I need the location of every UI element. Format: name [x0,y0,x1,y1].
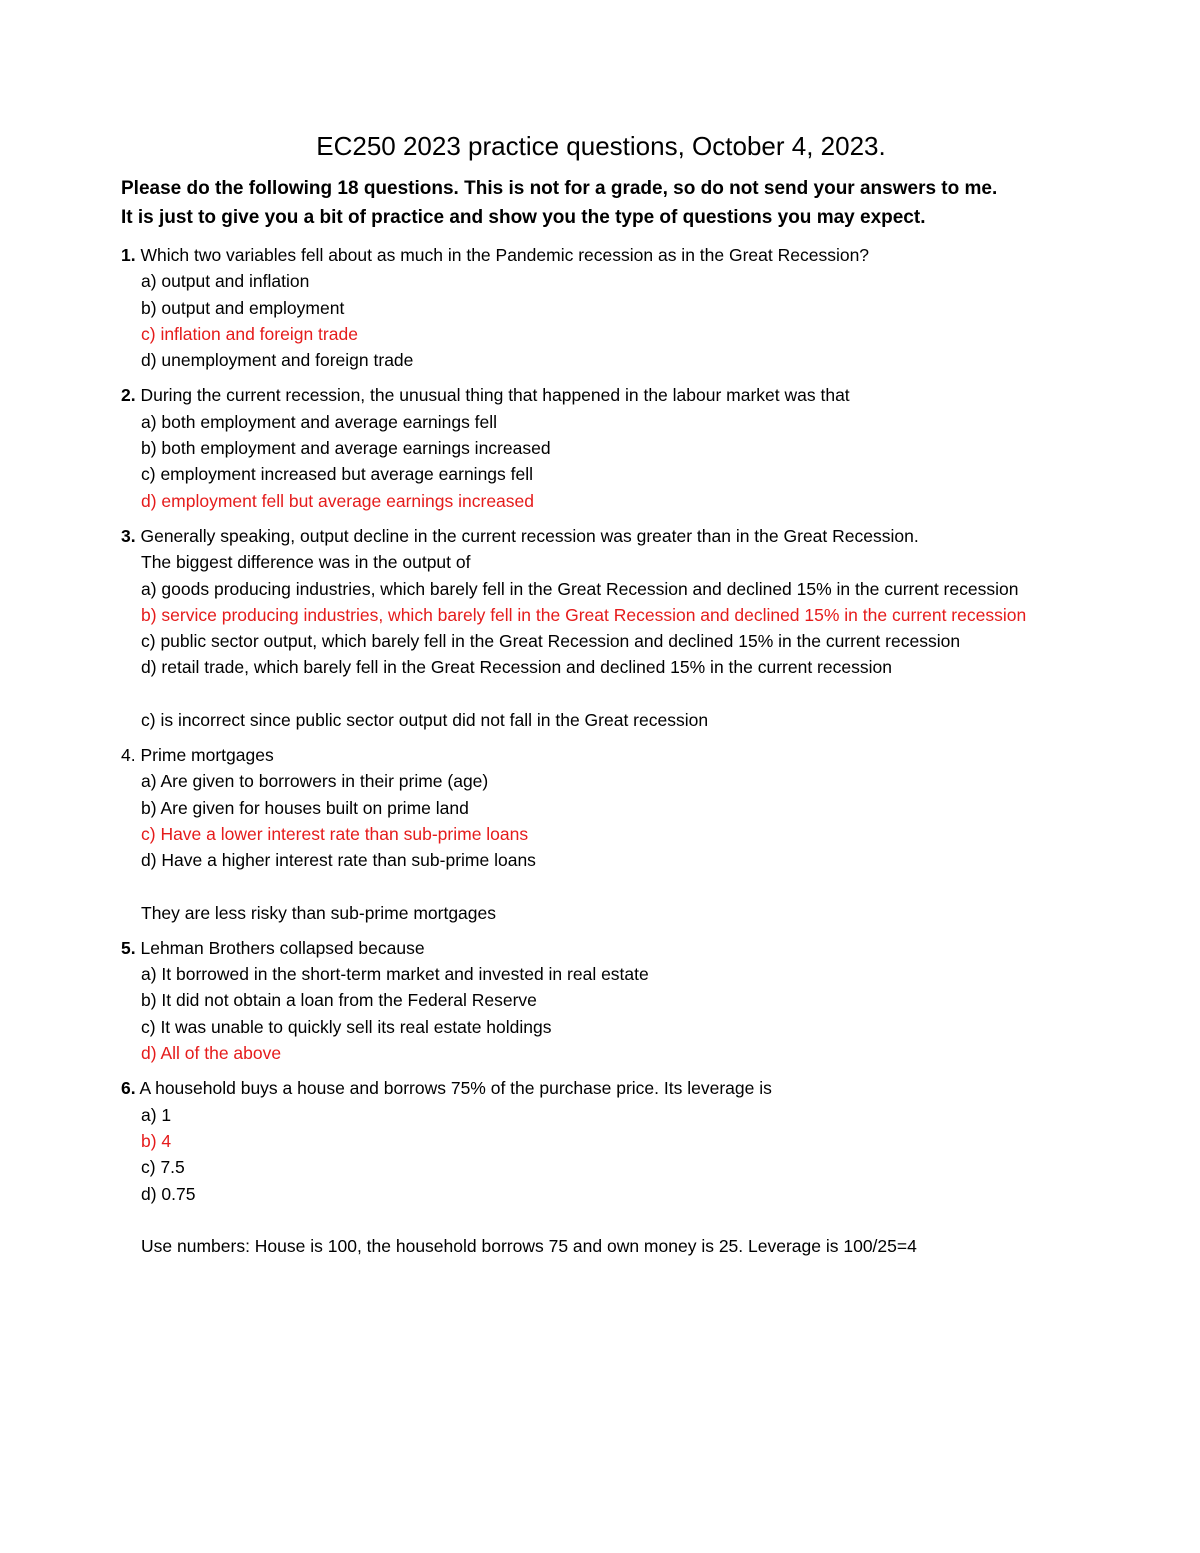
intro-instructions [121,174,1081,232]
explanation-note: They are less risky than sub-prime mortgages [141,902,496,923]
answer-option-c-correct: c) Have a lower interest rate than sub-prime loans [141,823,529,844]
explanation-note: Use numbers: House is 100, the household borrows 75 and own money is 25. Leverage is 100/25=4 [141,1235,917,1256]
answer-option-b-correct: b) 4 [141,1130,172,1151]
answer-option-a: a) both employment and average earnings fell [141,411,498,432]
question-number: 6. [121,1078,136,1099]
answer-option-c: c) 7.5 [141,1157,185,1178]
answer-option-a: a) 1 [141,1104,172,1125]
answer-option-c: c) It was unable to quickly sell its real estate holdings [141,1016,552,1037]
question-number: 1. [121,245,136,265]
answer-option-b: b) output and employment [141,297,345,318]
question-3 [121,523,1081,733]
document-body [121,128,1081,1268]
answer-option-a: a) goods producing industries, which barely fell in the Great Recession and declined 15% in the current recession [141,578,1019,599]
question-5 [121,935,1081,1066]
question-text: A household buys a house and borrows 75% of the purchase price. Its leverage is [139,1078,772,1099]
question-2 [121,382,1081,513]
question-stem [121,523,1081,576]
page-title: EC250 2023 practice questions, October 4, 2023. [316,131,886,161]
answer-option-d-correct: d) employment fell but average earnings increased [141,490,534,511]
question-6 [121,1075,1081,1259]
answer-option-c-correct: c) inflation and foreign trade [141,323,358,344]
answer-option-a: a) It borrowed in the short-term market and invested in real estate [141,964,649,985]
question-number: 2. [121,385,136,406]
question-stem [121,742,1081,768]
answer-option-d: d) Have a higher interest rate than sub-prime loans [141,850,536,871]
question-text: Prime mortgages [140,745,274,766]
question-text-continued: The biggest difference was in the output of [141,552,471,573]
spacer [121,681,1081,707]
intro-line-2: It is just to give you a bit of practice and show you the type of questions you may expect. [121,207,926,228]
answer-option-b-correct: b) service producing industries, which barely fell in the Great Recession and declined 15% in the current recession [141,604,1027,625]
spacer [121,874,1081,900]
spacer [121,1207,1081,1233]
question-number: 5. [121,937,136,958]
answer-option-a: a) output and inflation [141,271,310,292]
question-stem [121,242,1081,268]
intro-line-1: Please do the following 18 questions. This is not for a grade, so do not send your answers to me. [121,178,998,199]
question-1 [121,242,1081,373]
question-number: 3. [121,525,136,546]
question-text: During the current recession, the unusual thing that happened in the labour market was that [140,385,850,406]
answer-option-d-correct: d) All of the above [141,1043,282,1064]
answer-option-d: d) 0.75 [141,1183,196,1204]
answer-option-c: c) employment increased but average earnings fell [141,464,534,485]
answer-option-c: c) public sector output, which barely fell in the Great Recession and declined 15% in the current recession [141,631,961,652]
answer-option-a: a) Are given to borrowers in their prime (age) [141,771,489,792]
explanation-note: c) is incorrect since public sector output did not fall in the Great recession [141,709,709,730]
question-text: Lehman Brothers collapsed because [140,937,425,958]
answer-option-d: d) unemployment and foreign trade [141,350,414,371]
question-stem [121,382,1081,408]
question-stem [121,1075,1081,1101]
answer-option-b: b) It did not obtain a loan from the Federal Reserve [141,990,537,1011]
answer-option-d: d) retail trade, which barely fell in the Great Recession and declined 15% in the current recession [141,657,892,678]
question-text: Which two variables fell about as much in the Pandemic recession as in the Great Recession? [140,245,870,265]
question-4 [121,742,1081,926]
answer-option-b: b) Are given for houses built on prime land [141,797,469,818]
question-text: Generally speaking, output decline in the current recession was greater than in the Great Recession. [140,525,919,546]
answer-option-b: b) both employment and average earnings increased [141,438,551,459]
question-number: 4. [121,745,136,766]
question-stem [121,935,1081,961]
